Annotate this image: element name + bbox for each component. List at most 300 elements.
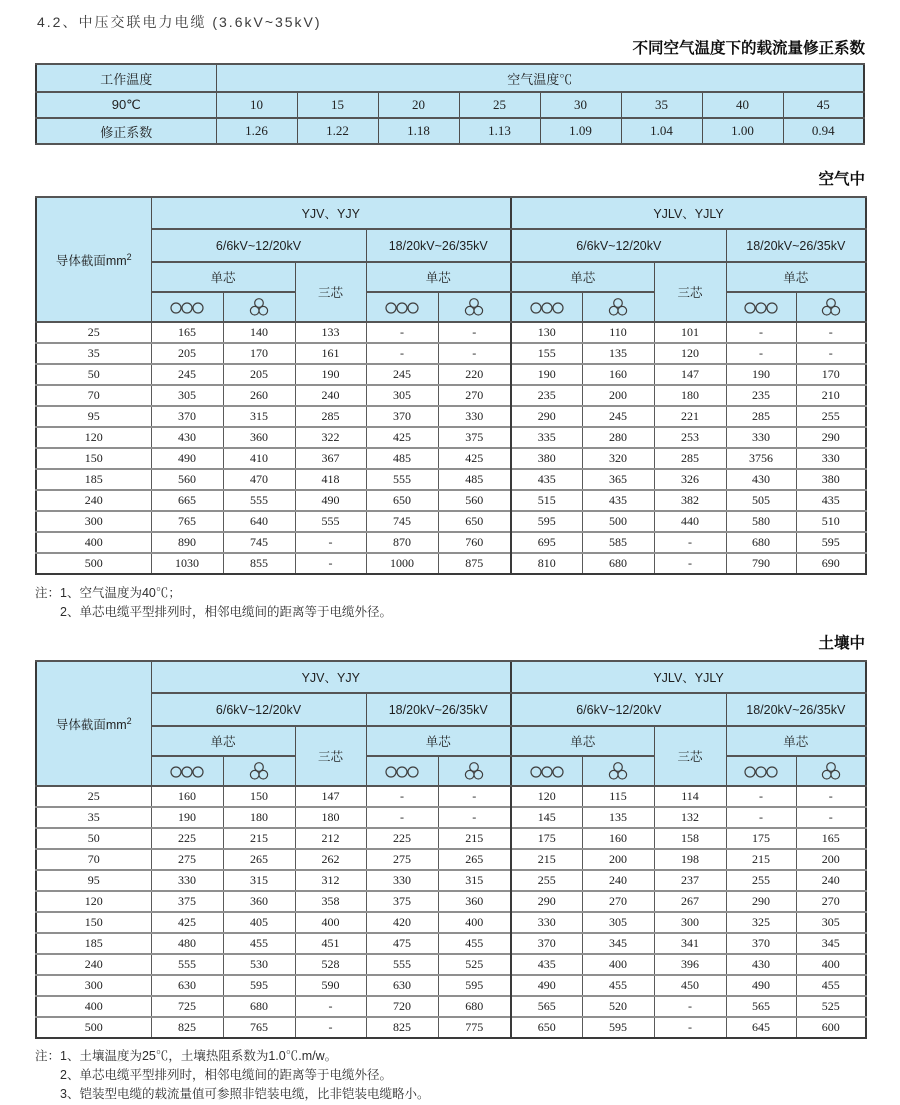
ampacity-cell: 240 <box>796 870 866 891</box>
ampacity-cell: 555 <box>295 511 366 532</box>
ampacity-cell: 745 <box>366 511 438 532</box>
table-row <box>36 322 866 343</box>
voltage-header: 6/6kV~12/20kV <box>511 229 726 262</box>
ampacity-cell: 455 <box>438 933 511 954</box>
ampacity-cell: 198 <box>654 849 726 870</box>
ampacity-cell: - <box>726 786 796 807</box>
document-page <box>35 0 865 1104</box>
ampacity-cell: 326 <box>654 469 726 490</box>
group-header-yjv: YJV、YJY <box>151 197 511 229</box>
ampacity-cell: 110 <box>582 322 654 343</box>
ampacity-cell: 315 <box>223 870 295 891</box>
conductor-size-cell: 150 <box>36 448 151 469</box>
three-circles-trefoil-icon <box>438 756 511 786</box>
value-cell: 1.13 <box>459 118 540 144</box>
ampacity-cell: 133 <box>295 322 366 343</box>
ampacity-cell: 160 <box>151 786 223 807</box>
note-line: 2、单芯电缆平型排列时，相邻电缆间的距离等于电缆外径。 <box>60 605 392 619</box>
ampacity-cell: 870 <box>366 532 438 553</box>
ampacity-cell: 220 <box>438 364 511 385</box>
conductor-size-cell: 50 <box>36 828 151 849</box>
table-header-row <box>36 197 866 229</box>
value-cell: 10 <box>216 92 297 118</box>
conductor-size-cell: 70 <box>36 385 151 406</box>
conductor-size-cell: 500 <box>36 553 151 574</box>
ampacity-cell: 430 <box>726 954 796 975</box>
ampacity-cell: - <box>726 343 796 364</box>
three-circles-flat-icon <box>151 292 223 322</box>
ampacity-cell: 175 <box>511 828 582 849</box>
ampacity-cell: 165 <box>151 322 223 343</box>
ampacity-cell: 215 <box>223 828 295 849</box>
ampacity-cell: 1000 <box>366 553 438 574</box>
ampacity-cell: 400 <box>796 954 866 975</box>
work-temp-header: 工作温度 <box>36 64 216 92</box>
ampacity-cell: - <box>796 807 866 828</box>
table-row <box>36 469 866 490</box>
ampacity-cell: - <box>366 786 438 807</box>
ampacity-cell: 382 <box>654 490 726 511</box>
ampacity-cell: 345 <box>582 933 654 954</box>
value-cell: 1.00 <box>702 118 783 144</box>
table-row <box>36 954 866 975</box>
ampacity-cell: 160 <box>582 828 654 849</box>
ampacity-cell: - <box>654 1017 726 1038</box>
voltage-header: 18/20kV~26/35kV <box>366 693 511 726</box>
ampacity-cell: 315 <box>223 406 295 427</box>
table-header-row <box>36 229 866 262</box>
table-header-row <box>36 661 866 693</box>
single-core-header: 单芯 <box>366 262 511 292</box>
ampacity-cell: 370 <box>511 933 582 954</box>
ampacity-cell: 500 <box>582 511 654 532</box>
table-row <box>36 511 866 532</box>
ampacity-cell: - <box>796 322 866 343</box>
three-circles-flat-icon <box>726 756 796 786</box>
ampacity-cell: 595 <box>438 975 511 996</box>
soil-table-body <box>36 786 866 1038</box>
conductor-size-cell: 95 <box>36 870 151 891</box>
ampacity-cell: 410 <box>223 448 295 469</box>
ampacity-cell: 450 <box>654 975 726 996</box>
table-row <box>36 807 866 828</box>
ampacity-cell: 405 <box>223 912 295 933</box>
table-row <box>36 490 866 511</box>
single-core-header: 单芯 <box>726 262 866 292</box>
ampacity-cell: 221 <box>654 406 726 427</box>
three-core-header: 三芯 <box>654 726 726 786</box>
single-core-header: 单芯 <box>511 726 654 756</box>
ampacity-cell: 212 <box>295 828 366 849</box>
soil-table-caption: 土壤中 <box>818 635 865 652</box>
ampacity-cell: 367 <box>295 448 366 469</box>
three-circles-flat-icon <box>366 756 438 786</box>
ampacity-cell: 425 <box>151 912 223 933</box>
ampacity-cell: 132 <box>654 807 726 828</box>
table-row <box>36 786 866 807</box>
ampacity-cell: 160 <box>582 364 654 385</box>
three-circles-flat-icon <box>511 292 582 322</box>
value-cell: 25 <box>459 92 540 118</box>
ampacity-cell: 505 <box>726 490 796 511</box>
table-row <box>36 64 864 92</box>
ampacity-cell: 235 <box>726 385 796 406</box>
ampacity-cell: 1030 <box>151 553 223 574</box>
ampacity-cell: 475 <box>366 933 438 954</box>
ampacity-cell: 810 <box>511 553 582 574</box>
ampacity-cell: 290 <box>796 427 866 448</box>
ampacity-cell: 370 <box>366 406 438 427</box>
ampacity-cell: 330 <box>151 870 223 891</box>
ampacity-cell: 155 <box>511 343 582 364</box>
correction-factor-table <box>35 63 865 145</box>
table-row <box>36 870 866 891</box>
three-circles-trefoil-icon <box>582 292 654 322</box>
ampacity-cell: - <box>366 807 438 828</box>
ampacity-cell: 335 <box>511 427 582 448</box>
ampacity-cell: 745 <box>223 532 295 553</box>
ampacity-cell: 555 <box>151 954 223 975</box>
ampacity-cell: - <box>796 343 866 364</box>
conductor-size-cell: 185 <box>36 469 151 490</box>
ampacity-cell: 690 <box>796 553 866 574</box>
group-header-yjv: YJV、YJY <box>151 661 511 693</box>
table-header-row <box>36 756 866 786</box>
table-row <box>36 385 866 406</box>
ampacity-cell: 130 <box>511 322 582 343</box>
ampacity-cell: 490 <box>511 975 582 996</box>
ampacity-cell: 305 <box>151 385 223 406</box>
ampacity-cell: 115 <box>582 786 654 807</box>
conductor-size-cell: 300 <box>36 975 151 996</box>
ampacity-cell: 114 <box>654 786 726 807</box>
ampacity-cell: 215 <box>438 828 511 849</box>
ampacity-cell: 305 <box>796 912 866 933</box>
ampacity-cell: 270 <box>796 891 866 912</box>
ampacity-cell: 180 <box>654 385 726 406</box>
ampacity-cell: 435 <box>796 490 866 511</box>
ampacity-cell: 360 <box>438 891 511 912</box>
ampacity-cell: - <box>438 322 511 343</box>
conductor-size-cell: 240 <box>36 954 151 975</box>
value-cell: 1.04 <box>621 118 702 144</box>
three-circles-trefoil-icon <box>582 756 654 786</box>
ampacity-cell: 265 <box>438 849 511 870</box>
conductor-size-cell: 120 <box>36 891 151 912</box>
table-row <box>36 427 866 448</box>
ampacity-cell: 435 <box>511 469 582 490</box>
temp-value-label: 90℃ <box>36 92 216 118</box>
ampacity-cell: 330 <box>438 406 511 427</box>
ampacity-cell: 370 <box>726 933 796 954</box>
ampacity-cell: - <box>295 996 366 1017</box>
ampacity-cell: 225 <box>366 828 438 849</box>
factor-row <box>36 118 864 144</box>
voltage-header: 18/20kV~26/35kV <box>726 693 866 726</box>
table-row <box>36 448 866 469</box>
ampacity-cell: 285 <box>726 406 796 427</box>
factor-label: 修正系数 <box>36 118 216 144</box>
ampacity-cell: - <box>726 807 796 828</box>
ampacity-cell: 451 <box>295 933 366 954</box>
ampacity-cell: 275 <box>151 849 223 870</box>
ampacity-cell: 725 <box>151 996 223 1017</box>
ampacity-cell: 135 <box>582 343 654 364</box>
ampacity-cell: 235 <box>511 385 582 406</box>
ampacity-cell: 630 <box>366 975 438 996</box>
air-temp-header: 空气温度℃ <box>216 64 864 92</box>
ampacity-cell: 528 <box>295 954 366 975</box>
ampacity-cell: 470 <box>223 469 295 490</box>
table-header-row <box>36 292 866 322</box>
ampacity-cell: 3756 <box>726 448 796 469</box>
ampacity-cell: 267 <box>654 891 726 912</box>
conductor-section-header: 导体截面$mm^2$ <box>36 661 151 786</box>
ampacity-cell: 312 <box>295 870 366 891</box>
ampacity-cell: 455 <box>582 975 654 996</box>
ampacity-cell: 525 <box>796 996 866 1017</box>
table-header-row <box>36 693 866 726</box>
ampacity-cell: - <box>654 996 726 1017</box>
value-cell: 1.26 <box>216 118 297 144</box>
note-line: 2、单芯电缆平型排列时，相邻电缆间的距离等于电缆外径。 <box>60 1068 392 1082</box>
ampacity-cell: 322 <box>295 427 366 448</box>
ampacity-cell: - <box>438 807 511 828</box>
correction-table-caption: 不同空气温度下的载流量修正系数 <box>632 40 865 57</box>
ampacity-cell: 175 <box>726 828 796 849</box>
ampacity-cell: 210 <box>796 385 866 406</box>
ampacity-cell: 253 <box>654 427 726 448</box>
ampacity-cell: 280 <box>582 427 654 448</box>
three-core-header: 三芯 <box>295 726 366 786</box>
table-row <box>36 553 866 574</box>
conductor-size-cell: 150 <box>36 912 151 933</box>
three-circles-flat-icon <box>151 756 223 786</box>
ampacity-cell: 485 <box>438 469 511 490</box>
three-circles-trefoil-icon <box>796 292 866 322</box>
ampacity-cell: 101 <box>654 322 726 343</box>
soil-table-notes <box>35 1047 865 1104</box>
conductor-size-cell: 185 <box>36 933 151 954</box>
single-core-header: 单芯 <box>151 262 295 292</box>
ampacity-cell: 630 <box>151 975 223 996</box>
ampacity-cell: - <box>438 786 511 807</box>
ampacity-cell: 435 <box>511 954 582 975</box>
ampacity-cell: 290 <box>511 406 582 427</box>
ampacity-cell: - <box>438 343 511 364</box>
ampacity-cell: 305 <box>366 385 438 406</box>
table-row <box>36 996 866 1017</box>
ampacity-cell: 645 <box>726 1017 796 1038</box>
ampacity-cell: 205 <box>151 343 223 364</box>
ampacity-cell: 455 <box>796 975 866 996</box>
ampacity-cell: 341 <box>654 933 726 954</box>
ampacity-cell: 720 <box>366 996 438 1017</box>
value-cell: 0.94 <box>783 118 864 144</box>
ampacity-cell: 305 <box>582 912 654 933</box>
ampacity-cell: - <box>796 786 866 807</box>
ampacity-cell: 490 <box>726 975 796 996</box>
ampacity-cell: 190 <box>726 364 796 385</box>
ampacity-cell: 680 <box>438 996 511 1017</box>
ampacity-cell: 560 <box>438 490 511 511</box>
ampacity-cell: 190 <box>151 807 223 828</box>
ampacity-cell: 595 <box>582 1017 654 1038</box>
ampacity-cell: 330 <box>511 912 582 933</box>
ampacity-cell: 285 <box>654 448 726 469</box>
ampacity-cell: 345 <box>796 933 866 954</box>
ampacity-cell: 380 <box>511 448 582 469</box>
ampacity-cell: 147 <box>295 786 366 807</box>
ampacity-cell: 270 <box>438 385 511 406</box>
conductor-size-cell: 120 <box>36 427 151 448</box>
ampacity-cell: 215 <box>726 849 796 870</box>
ampacity-cell: 255 <box>796 406 866 427</box>
ampacity-cell: 360 <box>223 891 295 912</box>
ampacity-cell: 285 <box>295 406 366 427</box>
ampacity-cell: 170 <box>796 364 866 385</box>
conductor-size-cell: 500 <box>36 1017 151 1038</box>
ampacity-cell: 765 <box>223 1017 295 1038</box>
ampacity-cell: 485 <box>366 448 438 469</box>
ampacity-cell: 520 <box>582 996 654 1017</box>
ampacity-cell: 165 <box>796 828 866 849</box>
three-core-header: 三芯 <box>654 262 726 322</box>
ampacity-cell: 515 <box>511 490 582 511</box>
ampacity-cell: 380 <box>796 469 866 490</box>
conductor-size-cell: 70 <box>36 849 151 870</box>
conductor-size-cell: 50 <box>36 364 151 385</box>
ampacity-cell: - <box>366 322 438 343</box>
single-core-header: 单芯 <box>151 726 295 756</box>
ampacity-cell: - <box>295 532 366 553</box>
ampacity-cell: 255 <box>511 870 582 891</box>
conductor-size-cell: 240 <box>36 490 151 511</box>
ampacity-cell: 680 <box>223 996 295 1017</box>
ampacity-cell: 555 <box>366 469 438 490</box>
ampacity-cell: 147 <box>654 364 726 385</box>
ampacity-cell: 245 <box>582 406 654 427</box>
ampacity-cell: - <box>295 1017 366 1038</box>
ampacity-cell: 325 <box>726 912 796 933</box>
note-line: 注：1、土壤温度为25℃，土壤热阻系数为1.0℃.m/w。 <box>35 1049 338 1063</box>
three-circles-flat-icon <box>366 292 438 322</box>
voltage-header: 6/6kV~12/20kV <box>151 693 366 726</box>
three-circles-trefoil-icon <box>223 756 295 786</box>
ampacity-cell: 650 <box>366 490 438 511</box>
ampacity-cell: 375 <box>438 427 511 448</box>
ampacity-cell: 290 <box>726 891 796 912</box>
ampacity-cell: 260 <box>223 385 295 406</box>
soil-ampacity-table <box>35 660 867 1039</box>
conductor-size-cell: 35 <box>36 343 151 364</box>
ampacity-cell: 765 <box>151 511 223 532</box>
ampacity-cell: 775 <box>438 1017 511 1038</box>
ampacity-cell: 560 <box>151 469 223 490</box>
ampacity-cell: 600 <box>796 1017 866 1038</box>
ampacity-cell: 190 <box>511 364 582 385</box>
ampacity-cell: 790 <box>726 553 796 574</box>
ampacity-cell: 240 <box>582 870 654 891</box>
ampacity-cell: 525 <box>438 954 511 975</box>
ampacity-cell: 200 <box>582 385 654 406</box>
ampacity-cell: 530 <box>223 954 295 975</box>
note-line: 3、铠装型电缆的载流量值可参照非铠装电缆，比非铠装电缆略小。 <box>60 1087 430 1101</box>
ampacity-cell: 595 <box>796 532 866 553</box>
ampacity-cell: 640 <box>223 511 295 532</box>
ampacity-cell: 400 <box>582 954 654 975</box>
conductor-size-cell: 400 <box>36 532 151 553</box>
ampacity-cell: 237 <box>654 870 726 891</box>
single-core-header: 单芯 <box>366 726 511 756</box>
voltage-header: 6/6kV~12/20kV <box>151 229 366 262</box>
three-circles-flat-icon <box>726 292 796 322</box>
ampacity-cell: 480 <box>151 933 223 954</box>
ampacity-cell: 435 <box>582 490 654 511</box>
ampacity-cell: 855 <box>223 553 295 574</box>
ampacity-cell: 158 <box>654 828 726 849</box>
table-row <box>36 933 866 954</box>
ampacity-cell: 205 <box>223 364 295 385</box>
ampacity-cell: 565 <box>511 996 582 1017</box>
ampacity-cell: 510 <box>796 511 866 532</box>
ampacity-cell: 665 <box>151 490 223 511</box>
ampacity-cell: - <box>654 532 726 553</box>
ampacity-cell: 135 <box>582 807 654 828</box>
ampacity-cell: 161 <box>295 343 366 364</box>
conductor-section-header: 导体截面$mm^2$ <box>36 197 151 322</box>
ampacity-cell: 270 <box>582 891 654 912</box>
ampacity-cell: - <box>726 322 796 343</box>
voltage-header: 18/20kV~26/35kV <box>726 229 866 262</box>
table-row <box>36 849 866 870</box>
ampacity-cell: 265 <box>223 849 295 870</box>
table-row <box>36 406 866 427</box>
ampacity-cell: 245 <box>366 364 438 385</box>
ampacity-cell: - <box>295 553 366 574</box>
conductor-size-cell: 400 <box>36 996 151 1017</box>
ampacity-cell: 200 <box>796 849 866 870</box>
table-row <box>36 364 866 385</box>
ampacity-cell: 400 <box>438 912 511 933</box>
single-core-header: 单芯 <box>511 262 654 292</box>
ampacity-cell: 170 <box>223 343 295 364</box>
ampacity-cell: 320 <box>582 448 654 469</box>
voltage-header: 6/6kV~12/20kV <box>511 693 726 726</box>
group-header-yjlv: YJLV、YJLY <box>511 197 866 229</box>
conductor-size-cell: 35 <box>36 807 151 828</box>
ampacity-cell: 180 <box>295 807 366 828</box>
ampacity-cell: 420 <box>366 912 438 933</box>
conductor-size-cell: 25 <box>36 322 151 343</box>
value-cell: 30 <box>540 92 621 118</box>
air-table-body <box>36 322 866 574</box>
ampacity-cell: 490 <box>151 448 223 469</box>
table-row <box>36 343 866 364</box>
ampacity-cell: 255 <box>726 870 796 891</box>
three-circles-trefoil-icon <box>223 292 295 322</box>
voltage-header: 18/20kV~26/35kV <box>366 229 511 262</box>
ampacity-cell: 440 <box>654 511 726 532</box>
single-core-header: 单芯 <box>726 726 866 756</box>
ampacity-cell: 400 <box>295 912 366 933</box>
ampacity-cell: 680 <box>582 553 654 574</box>
ampacity-cell: 490 <box>295 490 366 511</box>
ampacity-cell: 275 <box>366 849 438 870</box>
ampacity-cell: 555 <box>223 490 295 511</box>
ampacity-cell: 875 <box>438 553 511 574</box>
ampacity-cell: 245 <box>151 364 223 385</box>
